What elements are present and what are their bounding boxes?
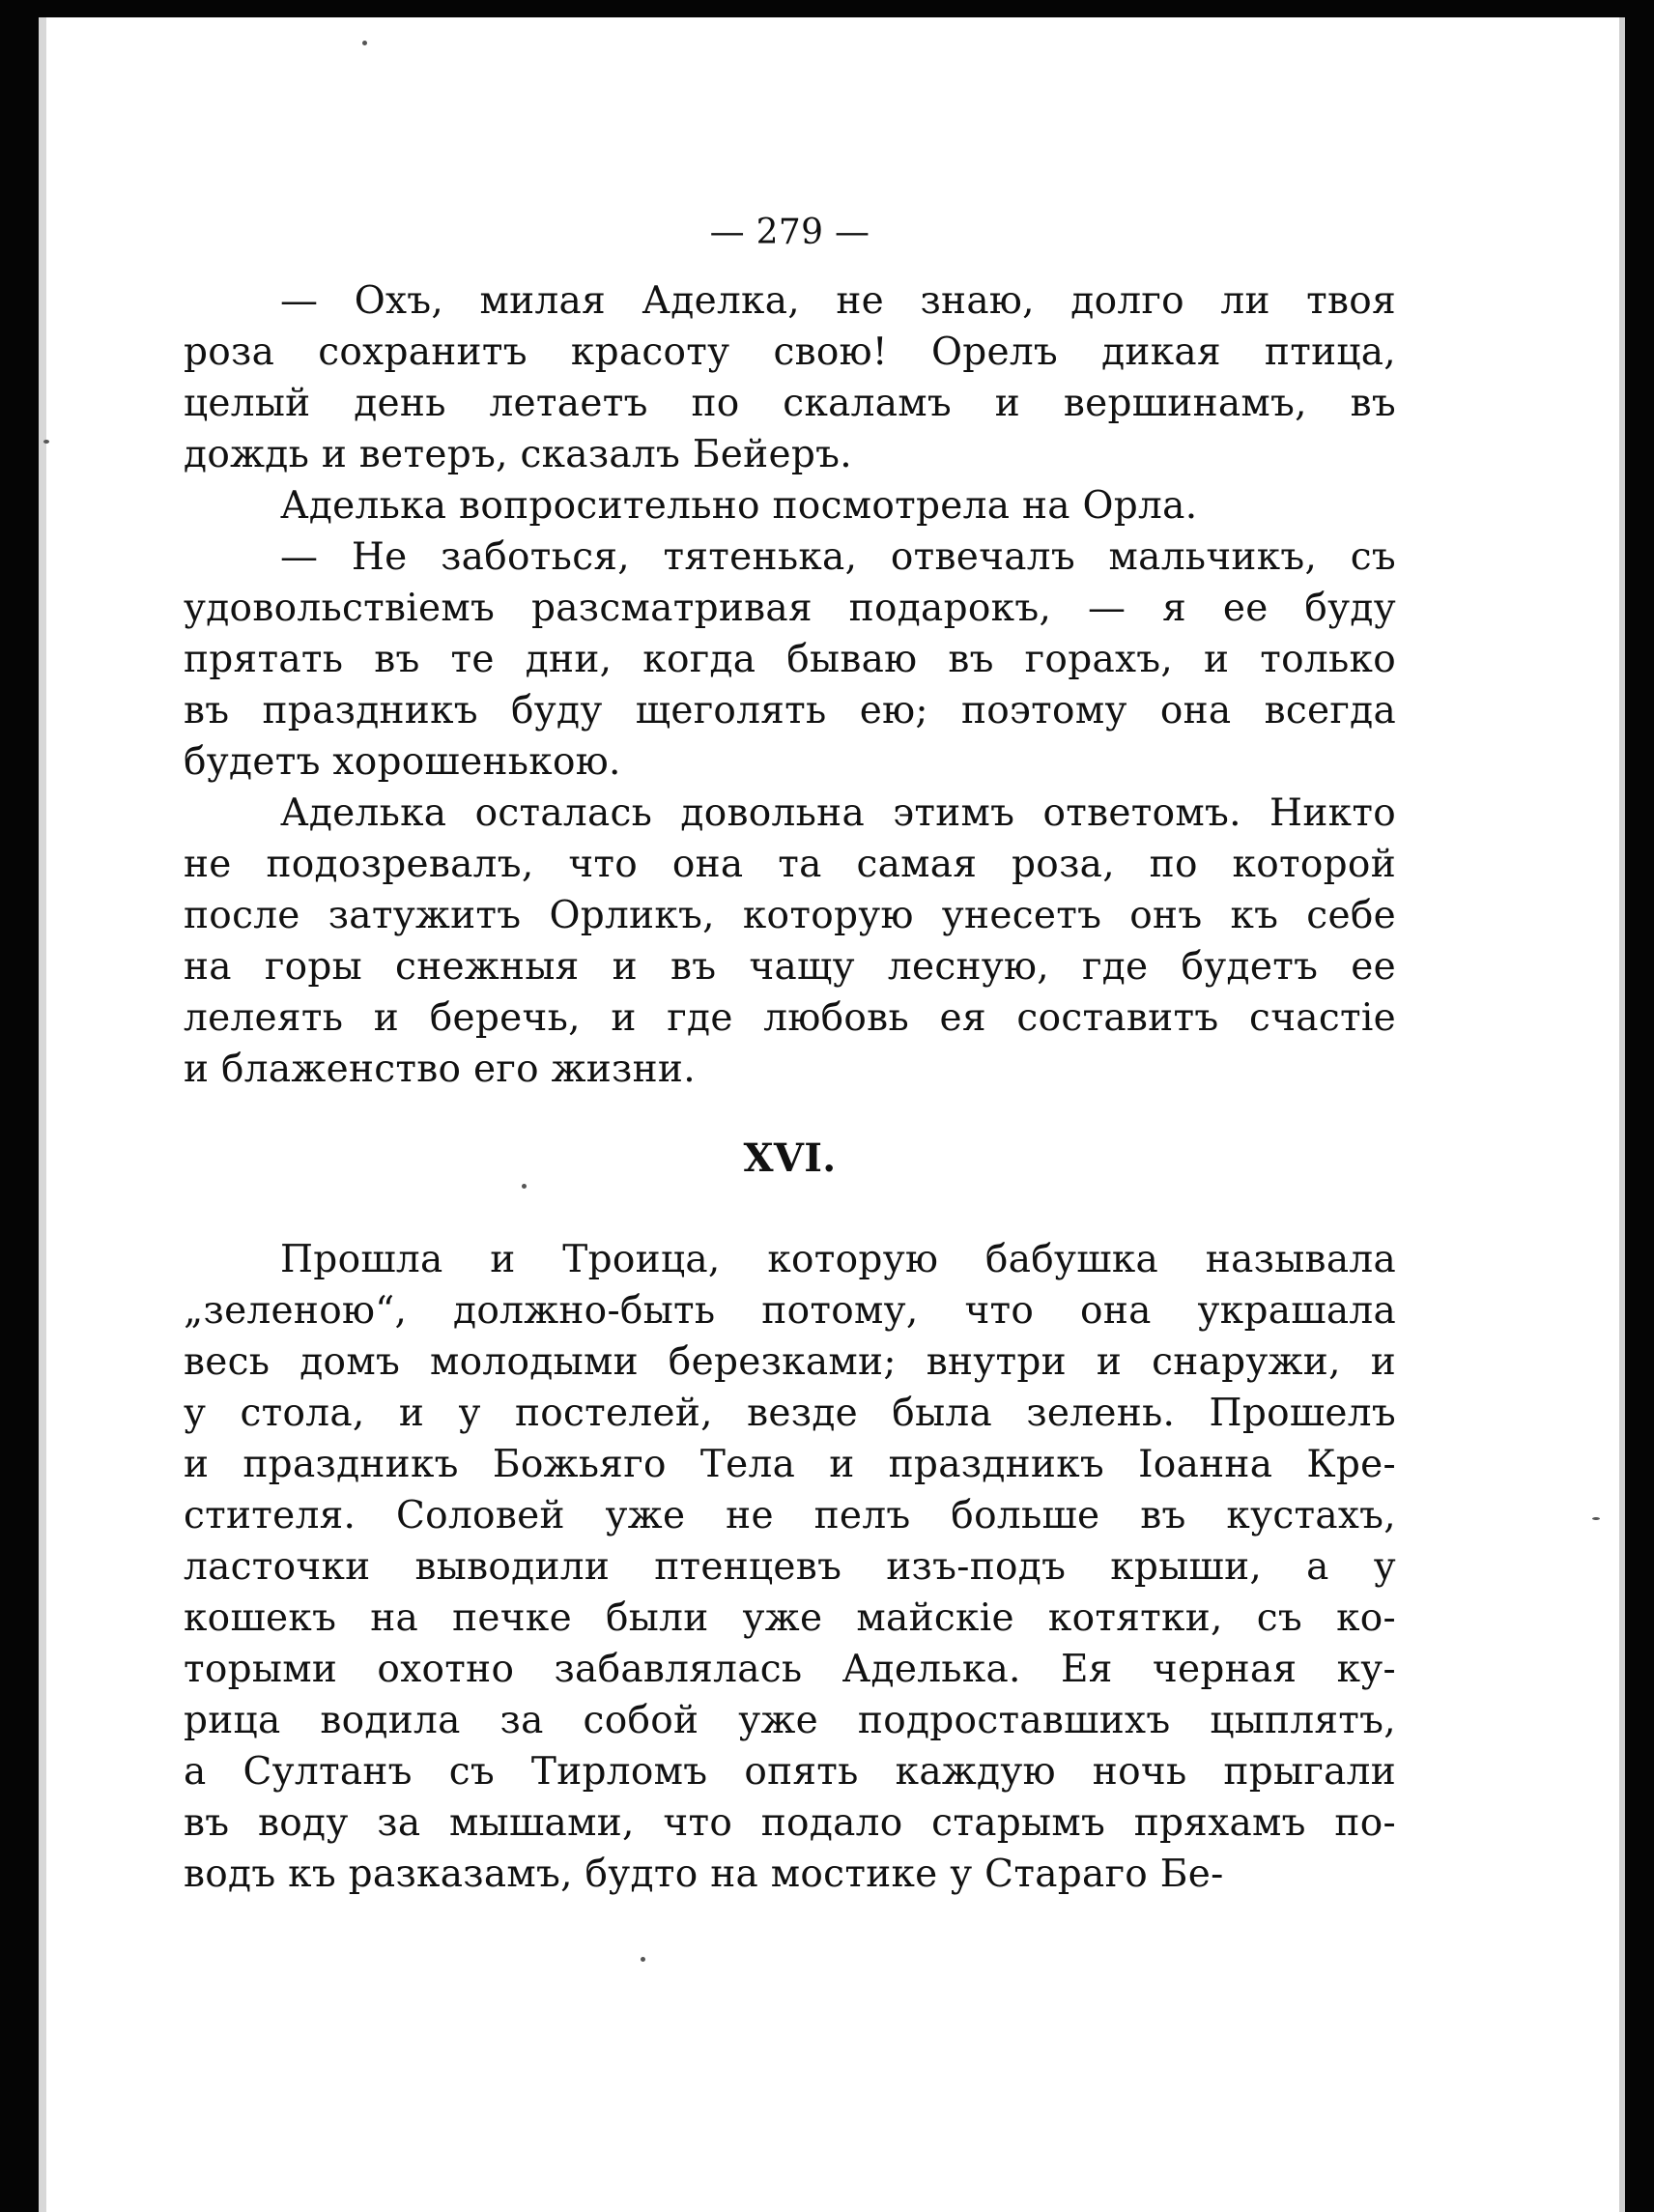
- text-line: дождь и ветеръ, сказалъ Бейеръ.: [184, 433, 852, 476]
- text-line: удовольствiемъ разсматривая подарокъ, — я ее буду: [184, 587, 1396, 630]
- page-number: — 279 —: [709, 213, 870, 252]
- text-line: Аделька вопросительно посмотрела на Орла.: [280, 484, 1198, 528]
- scan-border-right: [1625, 0, 1654, 2212]
- text-line: водъ къ разказамъ, будто на мостике у Стараго Бе-: [184, 1853, 1224, 1896]
- scan-speck: [43, 440, 49, 444]
- scan-border-right-shadow: [1619, 17, 1625, 2212]
- text-line: не подозревалъ, что она та самая роза, по которой: [184, 843, 1396, 886]
- text-line: будетъ хорошенькою.: [184, 740, 621, 784]
- book-page: [184, 198, 1396, 1900]
- text-line: весь домъ молодыми березками; внутри и снаружи, и: [184, 1340, 1396, 1384]
- chapter-heading: XVI.: [743, 1135, 837, 1181]
- text-line: стителя. Соловей уже не пелъ больше въ кустахъ,: [184, 1494, 1396, 1537]
- text-line: въ воду за мышами, что подало старымъ пряхамъ по-: [184, 1801, 1396, 1845]
- text-line: кошекъ на печке были уже майскiе котятки, съ ко-: [184, 1596, 1396, 1640]
- text-line: и блаженство его жизни.: [184, 1048, 696, 1091]
- text-line: въ праздникъ буду щеголять ею; поэтому она всегда: [184, 689, 1396, 733]
- text-line: — Не заботься, тятенька, отвечалъ мальчикъ, съ: [280, 535, 1396, 579]
- paragraph: [184, 788, 1396, 1095]
- text-line: на горы снежныя и въ чащу лесную, где будетъ ее: [184, 945, 1396, 989]
- scan-speck: [1592, 1517, 1600, 1520]
- text-line: ласточки выводили птенцевъ изъ-подъ крыши, а у: [184, 1545, 1396, 1589]
- scan-border-top: [0, 0, 1654, 17]
- text-line: целый день летаетъ по скаламъ и вершинамъ, въ: [184, 382, 1396, 425]
- text-line: прятать въ те дни, когда бываю въ горахъ, и только: [184, 638, 1396, 681]
- text-line: лелеять и беречь, и где любовь ея составитъ счастiе: [184, 996, 1396, 1040]
- paragraph: [184, 531, 1396, 788]
- text-line: а Султанъ съ Тирломъ опять каждую ночь прыгали: [184, 1750, 1396, 1794]
- text-line: Прошла и Троица, которую бабушка называла: [280, 1238, 1396, 1281]
- text-line: рица водила за собой уже подроставшихъ цыплятъ,: [184, 1699, 1396, 1742]
- text-line: после затужитъ Орликъ, которую унесетъ онъ къ себе: [184, 894, 1396, 937]
- text-line: у стола, и у постелей, везде была зелень. Прошелъ: [184, 1392, 1396, 1435]
- paragraph: [184, 275, 1396, 480]
- text-line: торыми охотно забавлялась Аделька. Ея черная ку-: [184, 1648, 1396, 1691]
- text-block-top: [184, 275, 1396, 1095]
- text-block-bottom: [184, 1234, 1396, 1900]
- text-line: — Охъ, милая Аделка, не знаю, долго ли твоя: [280, 279, 1396, 323]
- paragraph: [184, 480, 1396, 531]
- text-line: роза сохранитъ красоту свою! Орелъ дикая птица,: [184, 330, 1396, 374]
- scan-speck: [362, 41, 367, 45]
- paragraph: [184, 1234, 1396, 1900]
- text-line: и праздникъ Божьяго Тела и праздникъ Iоанна Кре-: [184, 1443, 1396, 1486]
- scan-speck: [641, 1957, 645, 1962]
- text-line: Аделька осталась довольна этимъ ответомъ. Никто: [280, 791, 1396, 835]
- scan-border-left-shadow: [39, 17, 46, 2212]
- text-line: „зеленою“, должно-быть потому, что она украшала: [184, 1289, 1396, 1333]
- scan-border-left: [0, 0, 39, 2212]
